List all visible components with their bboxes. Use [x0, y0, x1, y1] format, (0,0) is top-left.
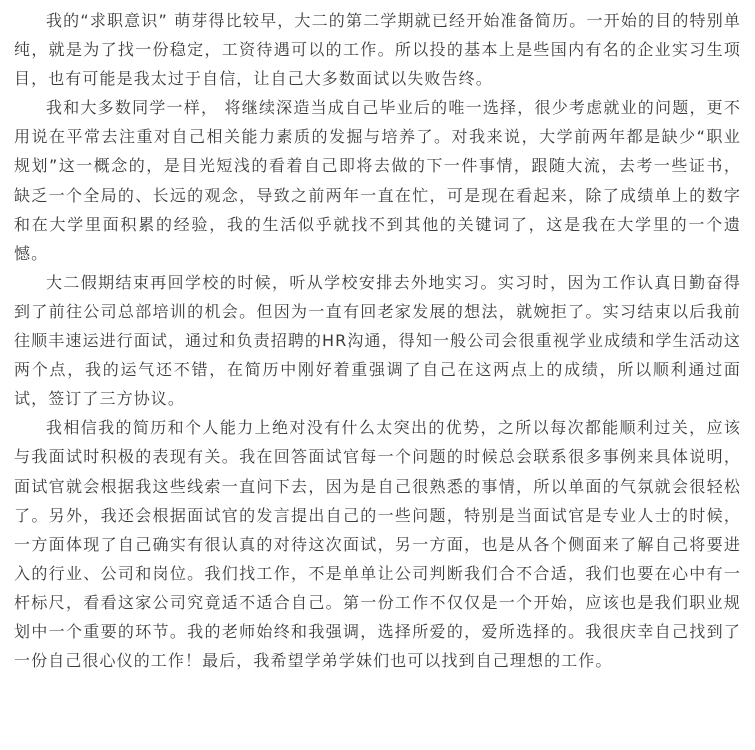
article-paragraph-1: 我的“求职意识” 萌芽得比较早，大二的第二学期就已经开始准备简历。一开始的目的特别单纯，就是为了找一份稳定，工资待遇可以的工作。所以投的基本上是些国内有名的企业实习生项目，也有可能是我太过于自信，让自己大多数面试以失败告终。 — [14, 11, 741, 89]
article-paragraph-3: 大二假期结束再回学校的时候，听从学校安排去外地实习。实习时，因为工作认真日勤奋得到了前往公司总部培训的机会。但因为一直有回老家发展的想法，就婉拒了。实习结束以后我前往顺丰速运进行面试，通过和负责招聘的HR沟通，得知一般公司会很重视学业成绩和学生活动这两个点，我的运气还不错，在简历中刚好着重强调了自己在这两点上的成绩，所以顺利通过面试，签订了三方协议。 — [14, 272, 741, 409]
article-paragraph-4: 我相信我的简历和个人能力上绝对没有什么太突出的优势，之所以每次都能顺利过关，应该与我面试时积极的表现有关。我在回答面试官每一个问题的时候总会联系很多事例来具体说明，面试官就会根据我这些线索一直问下去，因为是自己很熟悉的事情，所以单面的气氛就会很轻松了。另外，我还会根据面试官的发言提出自己的一些问题，特别是当面试官是专业人士的时候，一方面体现了自己确实有很认真的对待这次面试，另一方面，也是从各个侧面来了解自己将要进入的行业、公司和岗位。我们找工作，不是单单让公司判断我们合不合适，我们也要在心中有一杆标尺，看看这家公司究竟适不适合自己。第一份工作不仅仅是一个开始，应该也是我们职业规划中一个重要的环节。我的老师始终和我强调，选择所爱的，爱所选择的。我很庆幸自己找到了一份自己很心仪的工作！最后，我希望学弟学妹们也可以找到自己理想的工作。 — [14, 418, 741, 671]
article-paragraph-2: 我和大多数同学一样， 将继续深造当成自己毕业后的唯一选择，很少考虑就业的问题，更不用说在平常去注重对自己相关能力素质的发掘与培养了。对我来说，大学前两年都是缺少“职业规划”这一概念的，是目光短浅的看着自己即将去做的下一件事情，跟随大流，去考一些证书，缺乏一个全局的、长远的观念，导致之前两年一直在忙，可是现在看起来，除了成绩单上的数字和在大学里面积累的经验，我的生活似乎就找不到其他的关键词了，这是我在大学里的一个遗憾。 — [14, 98, 741, 263]
